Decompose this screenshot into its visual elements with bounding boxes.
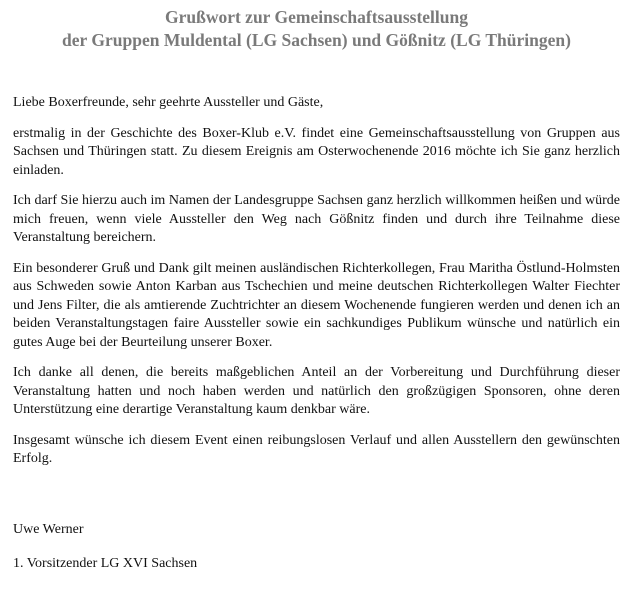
signature-role: 1. Vorsitzender LG XVI Sachsen [13,556,198,571]
greeting: Liebe Boxerfreunde, sehr geehrte Aussteller und Gäste, [13,95,324,110]
paragraph-3: Ein besonderer Gruß und Dank gilt meinen ausländischen Richterkollegen, Frau Maritha Östlund-Holmsten aus Schweden sowie Anton Karban aus Tschechien und meine deutschen Richterkollegen Walter Fiechter und Jens Filter, die als amtierende Zuchtrichter an diesem Wochenende fungieren werden und denen ich an beiden Veranstaltungstagen faire Aussteller sowie ein sachkundiges Publikum wünsche und natürlich ein gutes Auge bei der Beurteilung unserer Boxer. [13,260,620,350]
paragraph-1: erstmalig in der Geschichte des Boxer-Klub e.V. findet eine Gemeinschaftsausstellung von Gruppen aus Sachsen und Thüringen statt. Zu diesem Ereignis am Osterwochenende 2016 möchte ich Sie ganz herzlich einladen. [13,125,620,178]
title-line-2: der Gruppen Muldental (LG Sachsen) und Gößnitz (LG Thüringen) [62,30,571,50]
paragraph-2: Ich darf Sie hierzu auch im Namen der Landesgruppe Sachsen ganz herzlich willkommen heißen und würde mich freuen, wenn viele Aussteller den Weg nach Gößnitz finden und durch ihre Teilnahme diese Veranstaltung bereichern. [13,193,620,245]
paragraph-4: Ich danke all denen, die bereits maßgeblichen Anteil an der Vorbereitung und Durchführung dieser Veranstaltung hatten und noch haben werden und natürlich den großzügigen Sponsoren, ohne deren Unterstützung eine derartige Veranstaltung kaum denkbar wäre. [13,365,620,417]
title-line-1: Grußwort zur Gemeinschaftsausstellung [164,7,468,27]
signature-name: Uwe Werner [13,521,84,537]
document-title [13,6,620,52]
paragraph-5: Insgesamt wünsche ich diesem Event einen reibungslosen Verlauf und allen Ausstellern den gewünschten Erfolg. [13,432,620,466]
